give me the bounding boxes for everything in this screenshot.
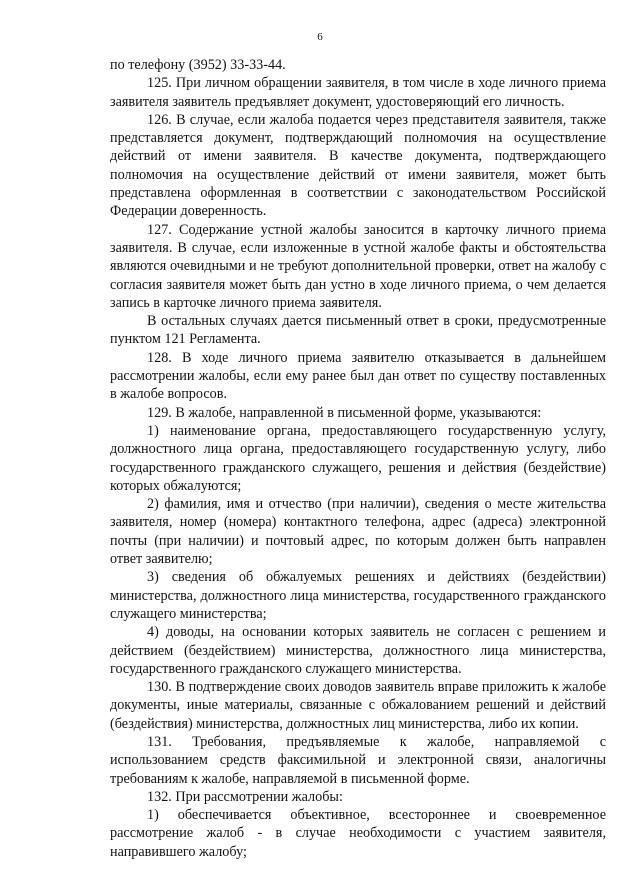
document-body bbox=[110, 56, 606, 861]
paragraph-129-item-3: 3) сведения об обжалуемых решениях и действиях (бездействии) министерства, должностного лица министерства, государственного гражданского служащего министерства; bbox=[110, 569, 606, 622]
paragraph-125: 125. При личном обращении заявителя, в том числе в ходе личного приема заявителя заявитель предъявляет документ, удостоверяющий его личность. bbox=[110, 75, 606, 110]
paragraph-132-item-1: 1) обеспечивается объективное, всестороннее и своевременное рассмотрение жалоб - в случае необходимости с участием заявителя, направившего жалобу; bbox=[110, 807, 606, 860]
paragraph-127-continued: В остальных случаях дается письменный ответ в сроки, предусмотренные пунктом 121 Регламента. bbox=[110, 313, 606, 348]
paragraph-129-item-4: 4) доводы, на основании которых заявитель не согласен с решением и действием (бездействием) министерства, должностного лица министерства, государственного гражданского служащего министерства. bbox=[110, 624, 606, 677]
paragraph-128: 128. В ходе личного приема заявителю отказывается в дальнейшем рассмотрении жалобы, если ему ранее был дан ответ по существу поставленных в жалобе вопросов. bbox=[110, 349, 606, 403]
paragraph-127: 127. Содержание устной жалобы заносится в карточку личного приема заявителя. В случае, если изложенные в устной жалобе факты и обстоятельства являются очевидными и не требуют дополнительной проверки, ответ на жалобу с согласия заявителя может быть дан устно в ходе личного приема, о чем делается запись в карточке личного приема заявителя. bbox=[110, 221, 606, 311]
paragraph-phone-continuation: по телефону (3952) 33-33-44. bbox=[110, 57, 286, 73]
paragraph-130: 130. В подтверждение своих доводов заявитель вправе приложить к жалобе документы, иные материалы, связанные с обжалованием решений и действий (бездействия) министерства, должностных лиц министерства, либо их копии. bbox=[110, 679, 606, 732]
paragraph-126: 126. В случае, если жалоба подается через представителя заявителя, также представляется документ, подтверждающий полномочия на осуществление действий от имени заявителя. В качестве документа, подтверждающего полномочия на осуществление действий от имени заявителя, может быть представлена оформленная в соответствии с законодательством Российской Федерации доверенность. bbox=[110, 111, 606, 220]
page-number: 6 bbox=[317, 31, 323, 43]
paragraph-131: 131. Требования, предъявляемые к жалобе, направляемой с использованием средств факсимильной и электронной связи, аналогичны требованиям к жалобе, направляемой в письменной форме. bbox=[110, 733, 606, 787]
paragraph-129: 129. В жалобе, направленной в письменной форме, указываются: bbox=[147, 404, 542, 421]
paragraph-129-item-1: 1) наименование органа, предоставляющего государственную услугу, должностного лица органа, предоставляющего государственную услугу, либо государственного гражданского служащего, решения и действия (бездействие) которых обжалуются; bbox=[110, 422, 606, 494]
paragraph-129-item-2: 2) фамилия, имя и отчество (при наличии), сведения о месте жительства заявителя, номер (номера) контактного телефона, адрес (адреса) электронной почты (при наличии) и почтовый адрес, по которым должен быть направлен ответ заявителю; bbox=[110, 496, 606, 568]
paragraph-132: 132. При рассмотрении жалобы: bbox=[147, 788, 343, 805]
